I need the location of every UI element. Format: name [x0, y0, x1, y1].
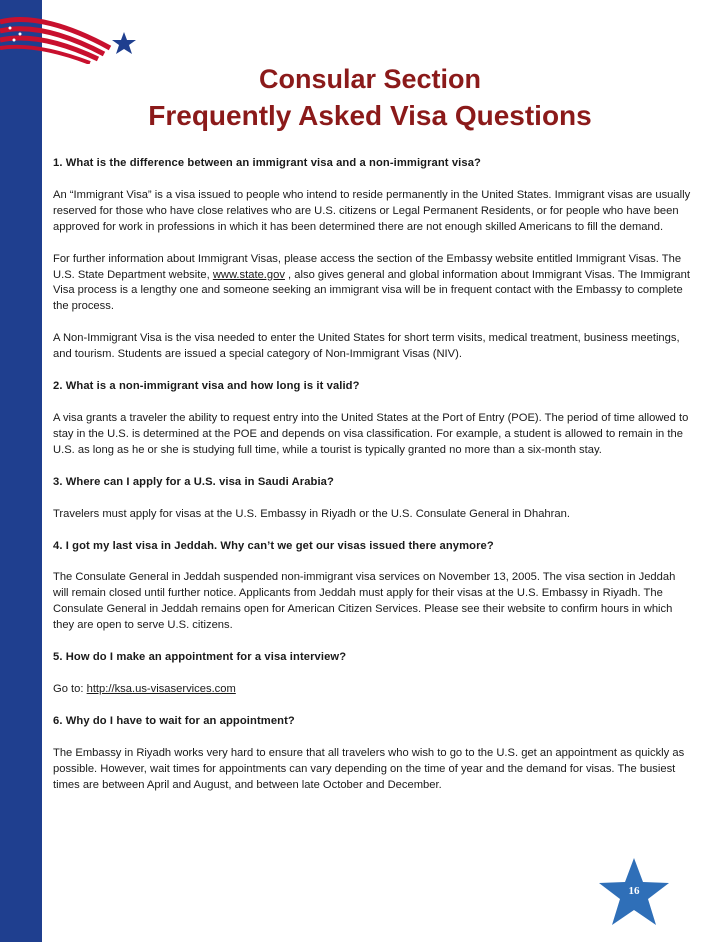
page-title-line1: Consular Section [258, 64, 482, 94]
faq-question-5: 5. How do I make an appointment for a visa interview? [53, 651, 347, 664]
answer-text: Go to: [53, 682, 87, 695]
faq-answer-4: The Consulate General in Jeddah suspended non-immigrant visa services on November 13, 2005. The visa section in Jeddah will remain closed until further notice. Applicants from Jeddah must apply for their visas at the U.S. Embassy in Riyadh. The Consulate General in Jeddah remains open for American Citizen Services. Please see their website to confirm hours in which they are open to serve U.S. citizens. [53, 571, 676, 632]
faq-question-3: 3. Where can I apply for a U.S. visa in Saudi Arabia? [53, 475, 334, 488]
answer-text: For further information about Immigrant Visas, please access the section of the Embassy website entitled Immigrant Visas. The U.S. State Department website, [53, 252, 682, 281]
faq-question-2: 2. What is a non-immigrant visa and how long is it valid? [53, 380, 360, 393]
visa-services-link[interactable]: http://ksa.us-visaservices.com [86, 682, 236, 695]
faq-question-4: 4. I got my last visa in Jeddah. Why can’t we get our visas issued there anymore? [53, 539, 494, 552]
page-title-line2: Frequently Asked Visa Questions [148, 100, 592, 131]
faq-answer-1-paragraph-3: A Non-Immigrant Visa is the visa needed to enter the United States for short term visits, medical treatment, business meetings, and tourism. Students are issued a special category of Non-Immigrant Visas (NIV). [53, 332, 680, 361]
faq-answer-3: Travelers must apply for visas at the U.S. Embassy in Riyadh or the U.S. Consulate General in Dhahran. [53, 507, 570, 520]
state-gov-link[interactable]: www.state.gov [212, 268, 285, 281]
page-number: 16 [628, 885, 640, 897]
flag-logo-icon [0, 14, 140, 64]
faq-content [53, 156, 693, 809]
faq-answer-1-paragraph-1: An “Immigrant Visa” is a visa issued to people who intend to reside permanently in the United States. Immigrant visas are usually reserved for those who have close relatives who are U.S. citizens or Legal Permanent Residents, or for people who have been approved for work in professions in which it has been determined there are not enough skilled Americans to fill the demand. [53, 188, 691, 233]
left-blue-bar [0, 0, 42, 942]
faq-answer-2: A visa grants a traveler the ability to request entry into the United States at the Port of Entry (POE). The period of time allowed to stay in the U.S. is determined at the POE and depends on visa classification. For example, a student is allowed to remain in the U.S. as long as he or she is studying full time, while a tourist is typically granted no more than a six-month stay. [53, 411, 689, 456]
faq-answer-5 [53, 682, 693, 698]
faq-answer-1-paragraph-2 [53, 252, 693, 316]
faq-question-6: 6. Why do I have to wait for an appointment? [53, 714, 295, 727]
answer-text: , also gives general and global information about Immigrant Visas. The Immigrant Visa process is a lengthy one and someone seeking an immigrant visa will be in frequent contact with the Embassy to complete the process. [53, 268, 690, 313]
faq-question-1: 1. What is the difference between an immigrant visa and a non-immigrant visa? [53, 157, 481, 169]
faq-answer-6: The Embassy in Riyadh works very hard to ensure that all travelers who wish to go to the U.S. get an appointment as quickly as possible. However, wait times for appointments can vary depending on the time of year and the demand for visas. The busiest times are between April and August, and between late October and December. [53, 746, 685, 791]
